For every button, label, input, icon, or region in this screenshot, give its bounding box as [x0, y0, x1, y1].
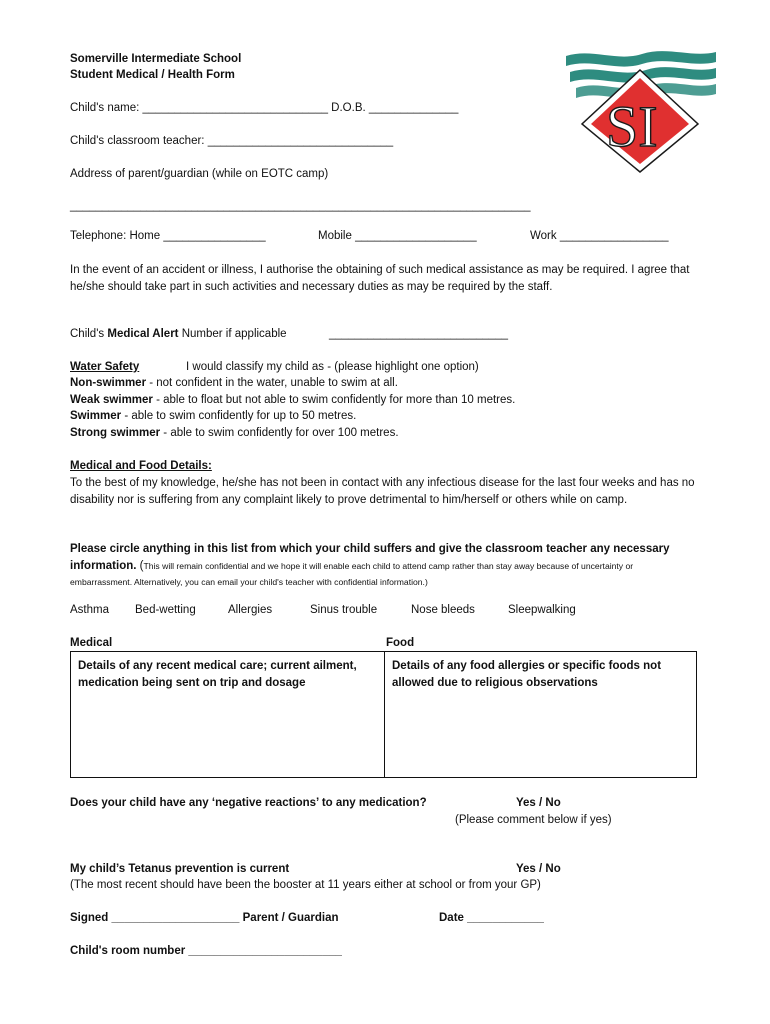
food-column-label: Food: [386, 637, 415, 649]
medical-food-heading: Medical and Food Details:: [70, 460, 212, 472]
date-field[interactable]: Date ____________: [439, 912, 544, 924]
medical-alert-label: Child's Medical Alert Number if applicable: [70, 328, 287, 340]
mobile-field[interactable]: Mobile ___________________: [318, 230, 477, 242]
address-label: Address of parent/guardian (while on EOTC camp): [70, 168, 329, 180]
room-number-field[interactable]: Child's room number ________________________: [70, 945, 342, 957]
swim-option[interactable]: Swimmer - able to swim confidently for up to 50 metres.: [70, 410, 357, 422]
child-name-field[interactable]: Child's name: _____________________________ D.O.B. ______________: [70, 102, 459, 114]
tetanus-statement: My child’s Tetanus prevention is current: [70, 863, 290, 875]
negative-reactions-question: Does your child have any ‘negative reactions’ to any medication?: [70, 797, 427, 809]
food-details-box[interactable]: Details of any food allergies or specific foods not allowed due to religious observations: [384, 651, 697, 778]
school-logo: [562, 48, 722, 174]
negative-reactions-answer[interactable]: Yes / No: [516, 797, 561, 809]
medical-column-label: Medical: [70, 637, 113, 649]
negative-reactions-note: (Please comment below if yes): [455, 814, 612, 826]
teacher-field[interactable]: Child's classroom teacher: _____________________________: [70, 135, 394, 147]
condition-bed-wetting[interactable]: Bed-wetting: [135, 604, 196, 616]
telephone-home-field[interactable]: Telephone: Home ________________: [70, 230, 266, 242]
consent-paragraph: In the event of an accident or illness, I authorise the obtaining of such medical assistance as may be required. I agree that he/she should take part in such activities and necessary duties as may be required by the staff.: [70, 264, 690, 293]
medical-alert-field[interactable]: ____________________________: [329, 328, 509, 340]
signature-field[interactable]: Signed ____________________ Parent / Guardian: [70, 912, 339, 924]
condition-nose-bleeds[interactable]: Nose bleeds: [411, 604, 475, 616]
water-safety-instruction: I would classify my child as - (please highlight one option): [186, 361, 479, 373]
condition-asthma[interactable]: Asthma: [70, 604, 109, 616]
address-field[interactable]: ________________________________________________________________________: [70, 200, 531, 212]
swim-option[interactable]: Strong swimmer - able to swim confidently for over 100 metres.: [70, 427, 399, 439]
school-name: Somerville Intermediate School: [70, 53, 242, 65]
swim-option[interactable]: Weak swimmer - able to float but not able to swim confidently for more than 10 metres.: [70, 394, 516, 406]
condition-allergies[interactable]: Allergies: [228, 604, 273, 616]
medical-details-box[interactable]: Details of any recent medical care; current ailment, medication being sent on trip and dosage: [70, 651, 385, 778]
condition-sinus-trouble[interactable]: Sinus trouble: [310, 604, 378, 616]
water-safety-heading: Water Safety: [70, 361, 140, 373]
medical-food-paragraph: To the best of my knowledge, he/she has not been in contact with any infectious disease for the last four weeks and has no disability nor is suffering from any complaint likely to prove detrimental to him/herself or others while on camp.: [70, 477, 695, 506]
tetanus-answer[interactable]: Yes / No: [516, 863, 561, 875]
tetanus-note: (The most recent should have been the booster at 11 years either at school or from your GP): [70, 879, 541, 891]
work-field[interactable]: Work _________________: [530, 230, 669, 242]
form-title: Student Medical / Health Form: [70, 69, 235, 81]
logo-text: SI: [606, 94, 658, 159]
condition-sleepwalking[interactable]: Sleepwalking: [508, 604, 576, 616]
swim-option[interactable]: Non-swimmer - not confident in the water, unable to swim at all.: [70, 377, 398, 389]
logo-emblem-icon: [562, 48, 722, 174]
circle-instruction: Please circle anything in this list from which your child suffers and give the classroom teacher any necessary information. (This will remain confidential and we hope it will enable each child to attend camp rather than stay away because of uncertainty or embarrassment. Alternatively, you can email your child's teacher with confidential information.): [70, 543, 670, 587]
